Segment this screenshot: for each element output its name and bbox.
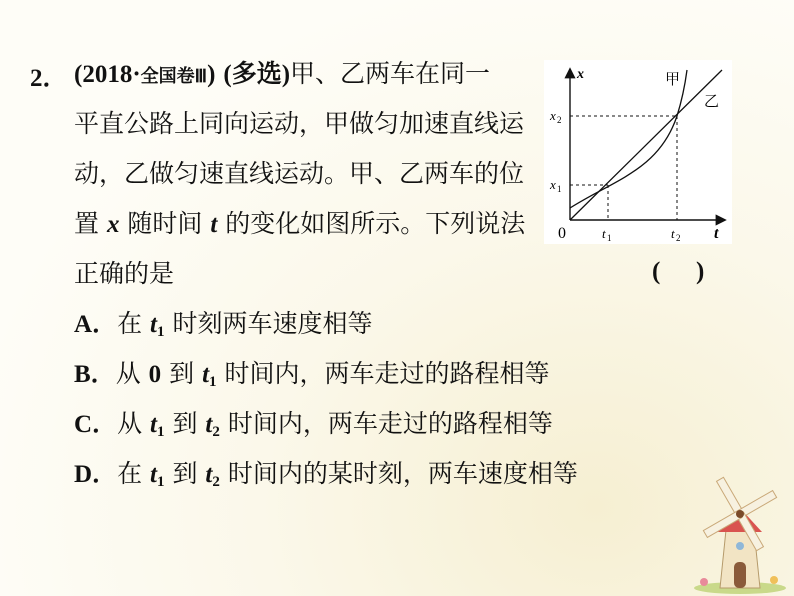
question-line-2: 平直公路上同向运动，甲做匀加速直线运 [74,109,525,138]
x1-label: x [550,177,556,192]
svg-text:2: 2 [676,233,681,243]
t1-label: t [602,226,606,241]
windmill-icon [684,470,792,594]
question-line-4: 置 x 随时间 t 的变化如图所示。下列说法 [74,209,526,238]
svg-text:1: 1 [557,184,562,194]
option-d[interactable]: D．在 $t_1$ 到 $t_2$ 时间内的某时刻，两车速度相等 [74,459,578,490]
x2-label: x [550,108,556,123]
x-axis-label: t [714,225,719,242]
origin-label: 0 [558,225,566,242]
question-number: 2． [30,65,68,92]
curve-label-jia: 甲 [665,70,681,88]
option-a[interactable]: A．在 $t_1$ 时刻两车速度相等 [74,309,373,340]
question-line-5: 正确的是 [74,259,175,288]
line-label-yi: 乙 [704,92,720,110]
t2-label: t [671,226,675,241]
answer-blank[interactable]: ( ) [652,258,705,285]
svg-text:2: 2 [557,115,562,125]
question-line-1: (2018·全国卷Ⅲ) (多选)甲、乙两车在同一 [74,59,491,88]
position-time-graph [544,60,732,244]
svg-text:1: 1 [607,233,612,243]
option-c[interactable]: C．从 $t_1$ 到 $t_2$ 时间内，两车走过的路程相等 [74,409,553,440]
option-b[interactable]: B．从 0 到 $t_1$ 时间内，两车走过的路程相等 [74,359,550,390]
curve-jia [570,70,687,208]
line-yi [570,70,722,220]
y-axis-label: x [577,67,584,82]
question-line-3: 动，乙做匀速直线运动。甲、乙两车的位 [74,159,525,188]
